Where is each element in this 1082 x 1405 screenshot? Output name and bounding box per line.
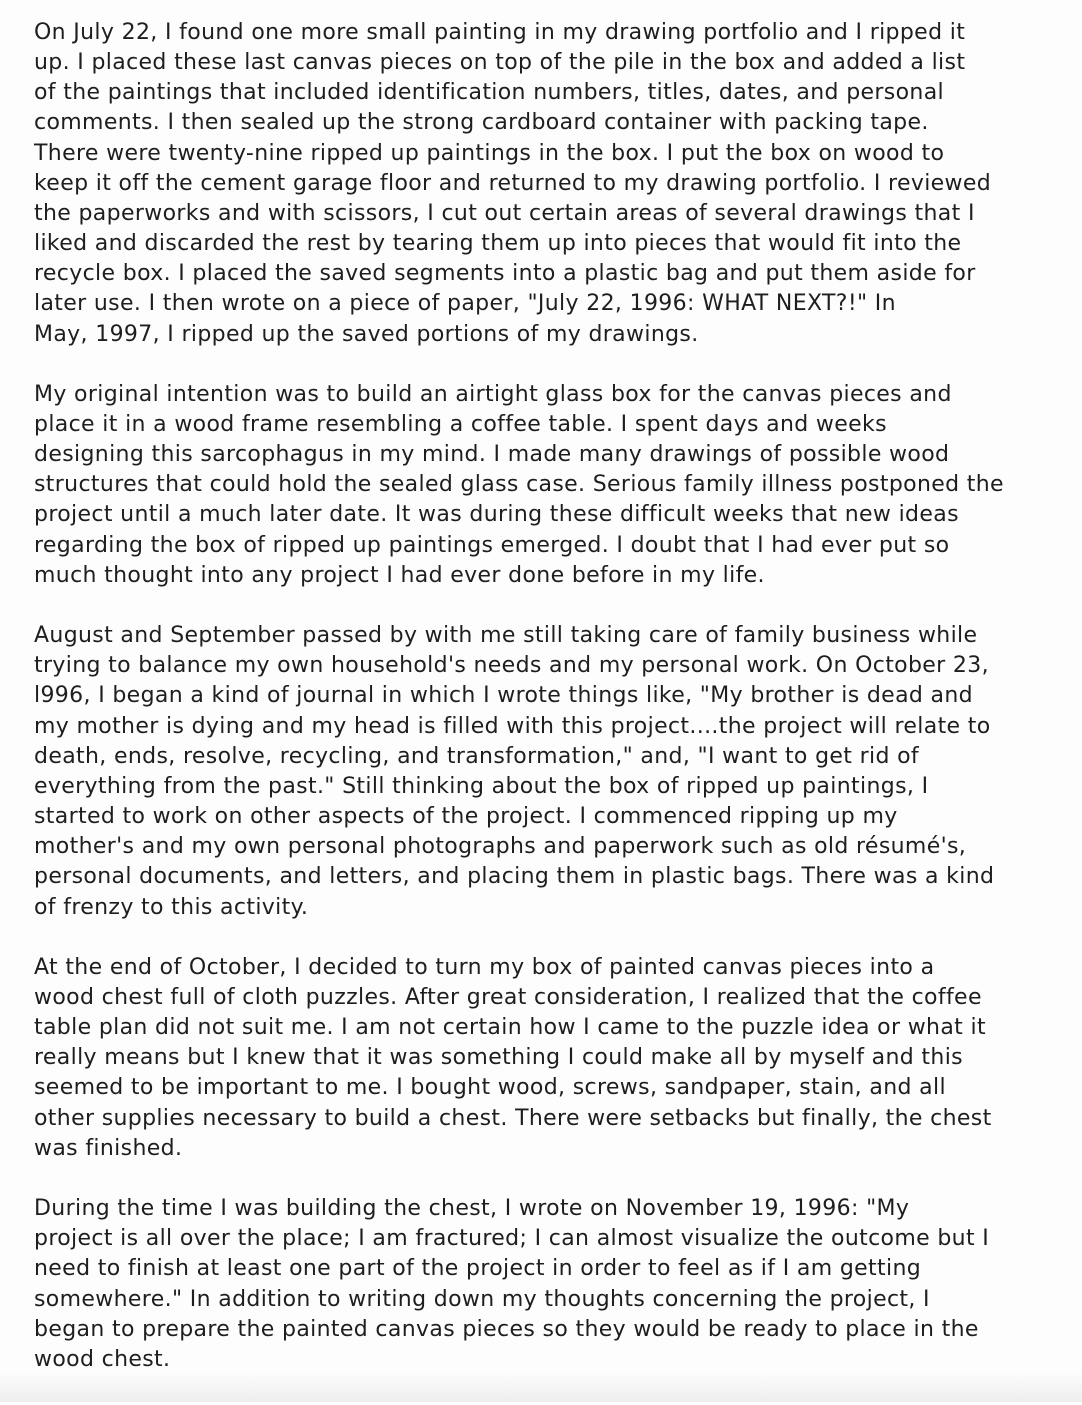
document-body xyxy=(34,18,1054,1405)
paragraph-july-22: On July 22, I found one more small painting in my drawing portfolio and I ripped it up. I placed these last canvas pieces on top of the pile in the box and added a list of the paintings that included identification numbers, titles, dates, and personal comments. I then sealed up the strong cardboard container with packing tape. There were twenty-nine ripped up paintings in the box. I put the box on wood to keep it off the cement garage floor and returned to my drawing portfolio. I reviewed the paperworks and with scissors, I cut out certain areas of several drawings that I liked and discarded the rest by tearing them up into pieces that would fit into the recycle box. I placed the saved segments into a plastic bag and put them aside for later use. I then wrote on a piece of paper, "July 22, 1996: WHAT NEXT?!" In May, 1997, I ripped up the saved portions of my drawings. xyxy=(34,20,992,347)
paragraph-end-of-october: At the end of October, I decided to turn my box of painted canvas pieces into a wood chest full of cloth puzzles. After great consideration, I realized that the coffee table plan did not suit me. I am not certain how I came to the puzzle idea or what it really means but I knew that it was something I could make all by myself and this seemed to be important to me. I bought wood, screws, sandpaper, stain, and all other supplies necessary to build a chest. There were setbacks but finally, the chest was finished. xyxy=(34,954,992,1161)
paragraph-original-intention: My original intention was to build an airtight glass box for the canvas pieces and place it in a wood frame resembling a coffee table. I spent days and weeks designing this sarcophagus in my mind. I made many drawings of possible wood structures that could hold the sealed glass case. Serious family illness postponed the project until a much later date. It was during these difficult weeks that new ideas regarding the box of ripped up paintings emerged. I doubt that I had ever put so much thought into any project I had ever done before in my life. xyxy=(34,381,1004,588)
scan-bottom-edge xyxy=(0,1372,1082,1402)
paragraph-august-september: August and September passed by with me still taking care of family business while trying to balance my own household's needs and my personal work. On October 23, l996, I began a kind of journal in which I wrote things like, "My brother is dead and my mother is dying and my head is filled with this project....the project will relate to death, ends, resolve, recycling, and transformation," and, "I want to get rid of everything from the past." Still thinking about the box of ripped up paintings, I started to work on other aspects of the project. I commenced ripping up my mother's and my own personal photographs and paperwork such as old résumé's, personal documents, and letters, and placing them in plastic bags. There was a kind of frenzy to this activity. xyxy=(34,623,995,920)
paragraph-building-chest: During the time I was building the chest, I wrote on November 19, 1996: "My project is all over the place; I am fractured; I can almost visualize the outcome but I need to finish at least one part of the project in order to feel as if I am getting somewhere." In addition to writing down my thoughts concerning the project, I began to prepare the painted canvas pieces so they would be ready to place in the wood chest. xyxy=(34,1196,990,1372)
